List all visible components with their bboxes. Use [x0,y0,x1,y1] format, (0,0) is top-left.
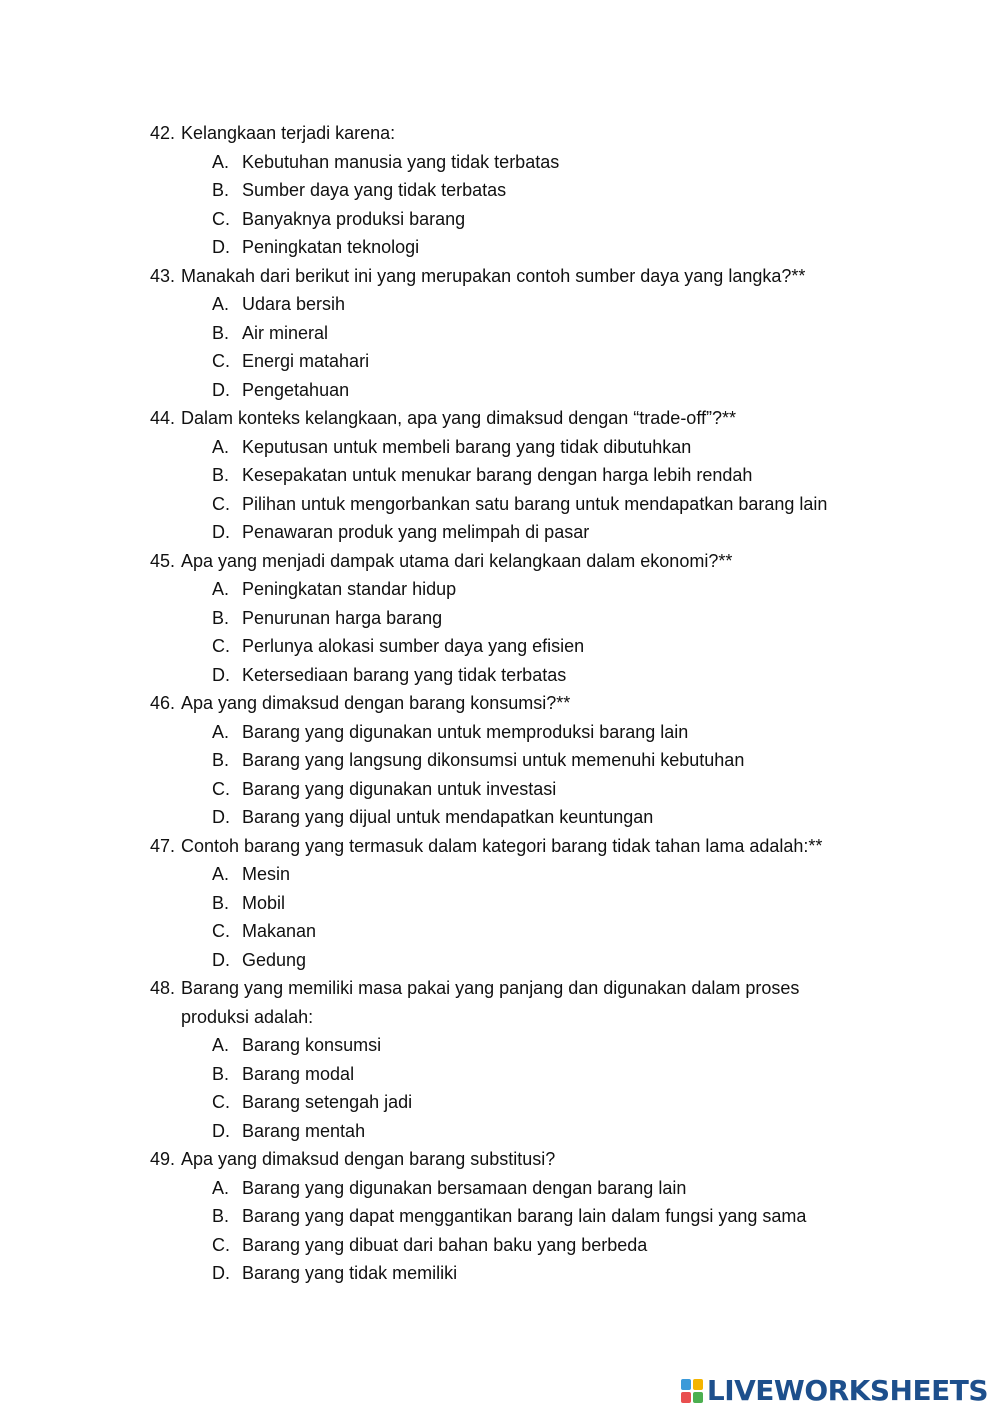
option-a[interactable] [212,1031,910,1060]
option-letter: A. [212,436,230,457]
option-c[interactable] [212,490,910,519]
question-text: Manakah dari berikut ini yang merupakan contoh sumber daya yang langka?** [181,265,806,286]
option-c[interactable] [212,205,910,234]
option-text: Barang yang dapat menggantikan barang lain dalam fungsi yang sama [242,1206,807,1226]
mark-tile [681,1392,691,1403]
option-text: Barang konsumsi [242,1035,382,1055]
option-letter: D. [212,1120,230,1141]
option-c[interactable] [212,1088,910,1117]
option-text: Perlunya alokasi sumber daya yang efisien [242,636,585,656]
option-letter: D. [212,949,230,970]
option-letter: D. [212,807,230,827]
option-letter: D. [212,1263,230,1283]
option-text: Udara bersih [242,294,346,314]
option-letter: C. [212,636,230,656]
option-text: Barang yang digunakan untuk investasi [242,778,557,799]
option-text: Barang yang langsung dikonsumsi untuk memenuhi kebutuhan [242,750,745,770]
question-text: Kelangkaan terjadi karena: [181,123,396,143]
option-b[interactable] [212,319,910,348]
question-text: Apa yang dimaksud dengan barang konsumsi?** [181,693,571,713]
question-text: Apa yang menjadi dampak utama dari kelangkaan dalam ekonomi?** [181,550,733,571]
option-text: Air mineral [242,322,329,343]
option-text: Ketersediaan barang yang tidak terbatas [242,664,567,685]
option-d[interactable] [212,233,910,262]
option-letter: A. [212,1177,230,1198]
mark-tile [693,1392,703,1403]
question-text: Apa yang dimaksud dengan barang substitusi? [181,1149,556,1169]
option-letter: B. [212,750,230,770]
option-d[interactable] [212,1117,910,1146]
option-list [150,1031,910,1145]
option-text: Gedung [242,949,307,970]
option-a[interactable] [212,290,910,319]
liveworksheets-mark-icon [681,1379,703,1403]
option-letter: C. [212,921,230,941]
option-letter: B. [212,607,230,628]
option-c[interactable] [212,775,910,804]
option-text: Barang yang dijual untuk mendapatkan keuntungan [242,807,654,827]
option-text: Banyaknya produksi barang [242,208,466,229]
question-number: 49. [150,1149,176,1169]
option-list [150,860,910,974]
option-text: Barang yang digunakan untuk memproduksi barang lain [242,721,689,742]
option-list [150,718,910,832]
option-c[interactable] [212,1231,910,1260]
option-a[interactable] [212,433,910,462]
mark-tile [681,1379,691,1390]
option-text: Penurunan harga barang [242,607,443,628]
option-letter: B. [212,322,230,343]
option-letter: D. [212,379,230,400]
option-list [150,148,910,262]
option-letter: C. [212,493,230,514]
option-letter: C. [212,1234,230,1255]
option-c[interactable] [212,632,910,661]
option-letter: C. [212,778,230,799]
option-b[interactable] [212,1202,910,1231]
option-text: Mesin [242,864,291,884]
option-b[interactable] [212,746,910,775]
option-text: Barang yang digunakan bersamaan dengan barang lain [242,1177,687,1198]
option-text: Kesepakatan untuk menukar barang dengan harga lebih rendah [242,465,753,485]
question-49 [150,1145,910,1288]
question-number: 45. [150,550,176,571]
option-letter: C. [212,351,230,371]
question-text: Dalam konteks kelangkaan, apa yang dimaksud dengan “trade-off”?** [181,408,737,428]
option-text: Barang modal [242,1063,355,1084]
option-b[interactable] [212,176,910,205]
option-letter: D. [212,522,230,542]
option-b[interactable] [212,461,910,490]
option-letter: B. [212,180,230,200]
option-letter: A. [212,294,230,314]
question-46 [150,689,910,832]
option-text: Kebutuhan manusia yang tidak terbatas [242,151,560,172]
option-text: Peningkatan teknologi [242,237,420,257]
question-45 [150,547,910,690]
question-text: Contoh barang yang termasuk dalam kategori barang tidak tahan lama adalah:** [181,835,823,856]
question-44 [150,404,910,547]
option-text: Keputusan untuk membeli barang yang tidak dibutuhkan [242,436,692,457]
option-text: Mobil [242,892,286,913]
question-43 [150,262,910,405]
option-letter: A. [212,1035,230,1055]
option-d[interactable] [212,1259,910,1288]
option-a[interactable] [212,1174,910,1203]
option-letter: A. [212,151,230,172]
option-letter: B. [212,1206,230,1226]
option-letter: A. [212,579,230,599]
option-letter: D. [212,664,230,685]
option-letter: C. [212,1092,230,1112]
option-list [150,575,910,689]
option-letter: B. [212,892,230,913]
option-text: Pilihan untuk mengorbankan satu barang untuk mendapatkan barang lain [242,493,828,514]
option-a[interactable] [212,860,910,889]
liveworksheets-logo [681,1374,988,1407]
option-letter: C. [212,208,230,229]
option-c[interactable] [212,347,910,376]
option-list [150,1174,910,1288]
option-b[interactable] [212,1060,910,1089]
question-number: 42. [150,123,176,143]
brand-name: LIVEWORKSHEETS [706,1374,988,1407]
option-text: Makanan [242,921,317,941]
option-c[interactable] [212,917,910,946]
option-letter: A. [212,721,230,742]
option-d[interactable] [212,376,910,405]
question-number: 44. [150,408,176,428]
option-text: Penawaran produk yang melimpah di pasar [242,522,590,542]
option-text: Barang mentah [242,1120,366,1141]
option-b[interactable] [212,604,910,633]
option-text: Sumber daya yang tidak terbatas [242,180,507,200]
option-text: Peningkatan standar hidup [242,579,457,599]
option-a[interactable] [212,575,910,604]
question-list [150,119,910,1288]
question-47 [150,832,910,975]
question-number: 48. [150,978,176,998]
option-text: Pengetahuan [242,379,350,400]
option-a[interactable] [212,148,910,177]
option-letter: B. [212,1063,230,1084]
question-48 [150,974,910,1145]
option-text: Energi matahari [242,351,370,371]
option-letter: B. [212,465,230,485]
option-a[interactable] [212,718,910,747]
question-number: 43. [150,265,176,286]
question-text: Barang yang memiliki masa pakai yang panjang dan digunakan dalam proses produksi adalah: [181,978,800,1027]
mark-tile [693,1379,703,1390]
option-letter: A. [212,864,230,884]
option-list [150,290,910,404]
option-text: Barang yang dibuat dari bahan baku yang berbeda [242,1234,648,1255]
question-number: 47. [150,835,176,856]
option-text: Barang setengah jadi [242,1092,413,1112]
question-number: 46. [150,693,176,713]
option-list [150,433,910,547]
option-text: Barang yang tidak memiliki [242,1263,458,1283]
option-d[interactable] [212,661,910,690]
option-b[interactable] [212,889,910,918]
question-42 [150,119,910,262]
option-letter: D. [212,237,230,257]
option-d[interactable] [212,518,910,547]
option-d[interactable] [212,803,910,832]
option-d[interactable] [212,946,910,975]
